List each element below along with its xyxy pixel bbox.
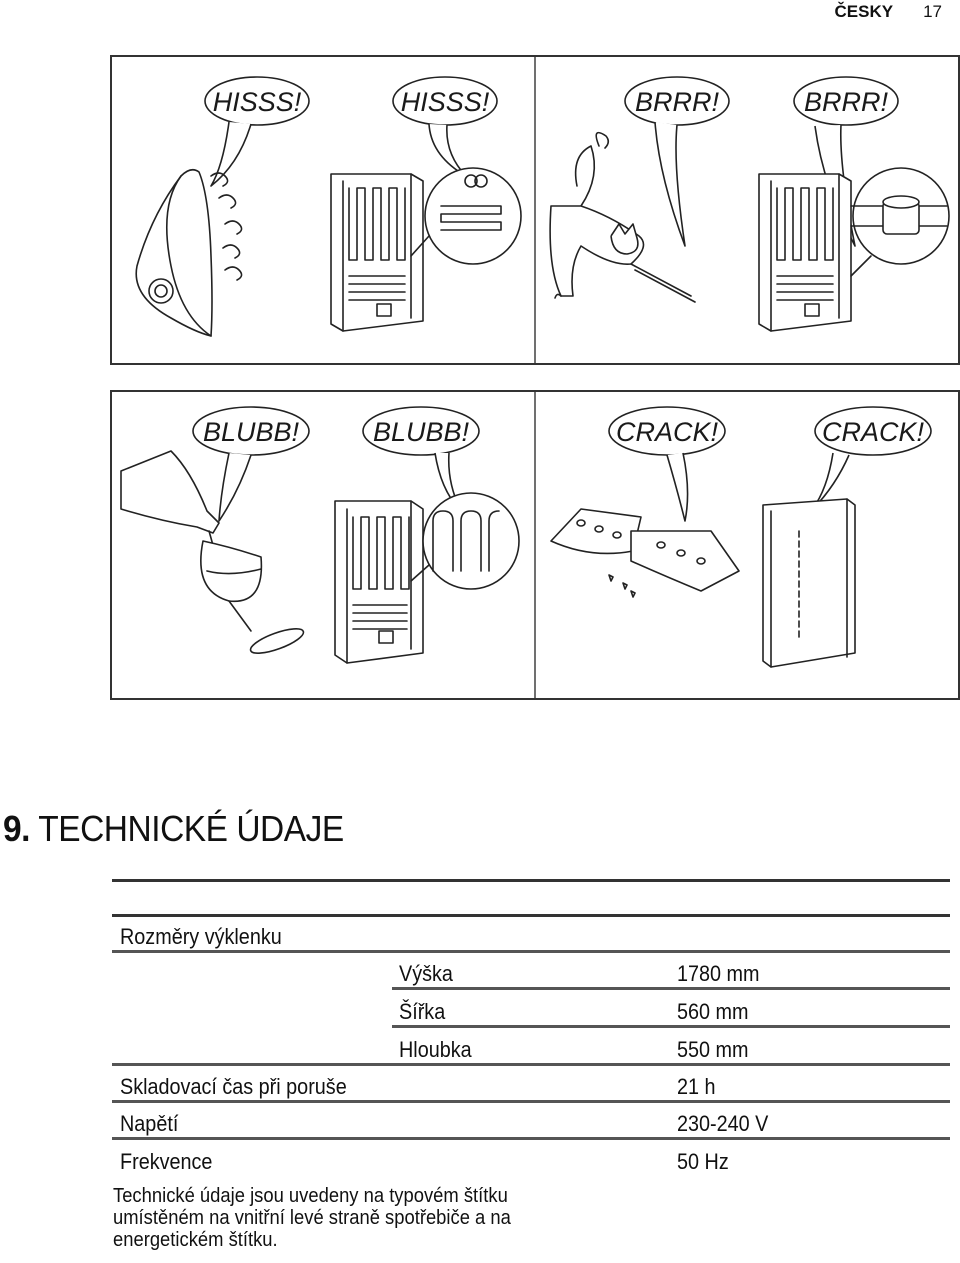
table-row xyxy=(112,1030,950,1066)
row-divider xyxy=(392,987,950,990)
bubble-text: HISSS! xyxy=(212,87,302,117)
dimension-label: Hloubka xyxy=(399,1037,472,1062)
row-label: Napětí xyxy=(120,1111,179,1136)
dimension-value: 1780 mm xyxy=(677,961,760,986)
illustration-row-sounds-1 xyxy=(110,55,960,365)
row-label: Skladovací čas při poruše xyxy=(120,1074,347,1099)
table-top-rule xyxy=(112,879,950,882)
section-number: 9. xyxy=(3,808,30,849)
dimension-value: 550 mm xyxy=(677,1037,749,1062)
bubble-text: HISSS! xyxy=(400,87,490,117)
closed-fridge-icon xyxy=(763,499,855,667)
bubble-text: BRRR! xyxy=(803,87,889,117)
table-row xyxy=(112,1067,950,1103)
bubble-text: BLUBB! xyxy=(372,417,470,447)
row-value: 21 h xyxy=(677,1074,716,1099)
bubble-text: CRACK! xyxy=(615,417,719,447)
section-title xyxy=(3,808,344,850)
illustration-row-sounds-2 xyxy=(110,390,960,700)
table-row xyxy=(112,1104,950,1140)
row-value: 230-240 V xyxy=(677,1111,769,1136)
page-number: 17 xyxy=(923,2,942,21)
row-divider xyxy=(112,1063,950,1066)
technical-data-note: Technické údaje jsou uvedeny na typovém štítku umístěném na vnitřní levé straně spotřebiče a na energetickém štítku. xyxy=(113,1185,511,1251)
bubble-text: BLUBB! xyxy=(202,417,300,447)
row-divider xyxy=(112,1137,950,1140)
dimension-label: Výška xyxy=(399,961,453,986)
table-row xyxy=(112,1142,950,1178)
dimension-value: 560 mm xyxy=(677,999,749,1024)
table-row xyxy=(112,917,950,953)
table-row xyxy=(112,992,950,1028)
group-label: Rozměry výklenku xyxy=(120,924,282,949)
row-divider xyxy=(112,1100,950,1103)
bubble-text: BRRR! xyxy=(634,87,720,117)
table-row xyxy=(112,954,950,990)
page-header xyxy=(835,2,943,22)
row-divider xyxy=(392,1025,950,1028)
bubble-text: CRACK! xyxy=(821,417,925,447)
dimension-label: Šířka xyxy=(399,999,446,1024)
section-heading: TECHNICKÉ ÚDAJE xyxy=(38,808,344,849)
row-label: Frekvence xyxy=(120,1149,213,1174)
row-divider xyxy=(112,950,950,953)
row-value: 50 Hz xyxy=(677,1149,729,1174)
language-label: ČESKY xyxy=(834,2,894,21)
